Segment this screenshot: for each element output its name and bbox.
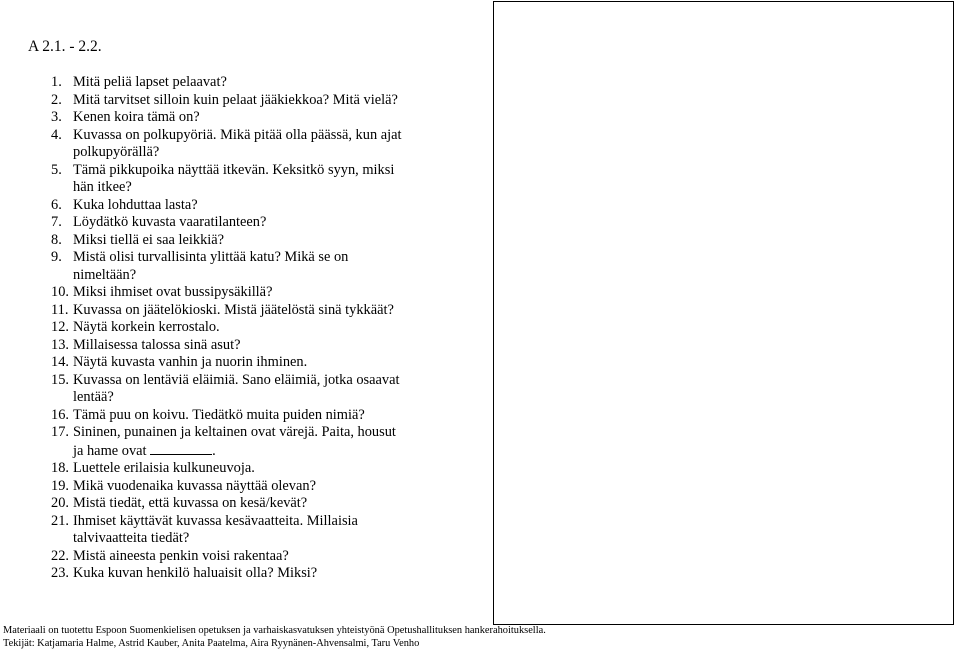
question-text — [73, 513, 491, 548]
fill-in-blank — [150, 442, 212, 455]
question-number: 8. — [51, 231, 62, 248]
question-number: 13. — [51, 336, 69, 353]
question-text — [73, 407, 491, 425]
blank-suffix: . — [212, 442, 216, 459]
question-number: 23. — [51, 565, 69, 581]
question-item — [51, 424, 491, 460]
question-item — [51, 302, 491, 320]
question-number: 12. — [51, 319, 69, 335]
question-text-content: Ihmiset käyttävät kuvassa kesävaatteita. Millaisia — [73, 512, 358, 529]
question-number: 16. — [51, 406, 69, 423]
question-text-line — [73, 144, 491, 162]
question-text-content: Kuka lohduttaa lasta? — [73, 196, 198, 213]
question-number: 21. — [51, 512, 69, 529]
question-text-line — [73, 530, 491, 548]
question-text-line — [73, 442, 491, 461]
question-number: 15. — [51, 371, 69, 388]
question-text-line — [73, 372, 491, 390]
question-text-line — [73, 478, 491, 496]
question-text-line — [73, 354, 491, 372]
question-text-line — [73, 548, 491, 566]
question-text-content: Kuka kuvan henkilö haluaisit olla? Miksi? — [73, 565, 318, 581]
question-text-line — [73, 109, 491, 127]
question-text-content: Mistä tiedät, että kuvassa on kesä/kevät? — [73, 495, 308, 511]
question-number: 14. — [51, 354, 69, 370]
question-item — [51, 109, 491, 127]
question-number: 7. — [51, 214, 62, 230]
question-text-content: Mitä peliä lapset pelaavat? — [73, 74, 227, 90]
question-text-line — [73, 460, 491, 478]
question-text-line — [73, 495, 491, 513]
question-text-line — [73, 267, 491, 285]
question-text-content: Mitä tarvitset silloin kuin pelaat jääkiekkoa? Mitä vielä? — [73, 91, 398, 108]
question-number: 19. — [51, 477, 69, 494]
question-item — [51, 513, 491, 548]
question-text-line — [73, 74, 491, 92]
question-number: 5. — [51, 161, 62, 178]
question-text-line — [73, 162, 491, 180]
question-text-content: Näytä kuvasta vanhin ja nuorin ihminen. — [73, 354, 308, 370]
question-item — [51, 565, 491, 583]
question-text-content: Löydätkö kuvasta vaaratilanteen? — [73, 214, 267, 230]
question-text — [73, 495, 491, 513]
question-number: 3. — [51, 109, 62, 125]
question-item — [51, 478, 491, 496]
question-item — [51, 162, 491, 197]
question-text-content: Tämä puu on koivu. Tiedätkö muita puiden nimiä? — [73, 406, 365, 423]
question-text — [73, 284, 491, 302]
question-text-content: polkupyörällä? — [73, 144, 160, 160]
question-text — [73, 302, 491, 320]
question-item — [51, 372, 491, 407]
question-text-line — [73, 197, 491, 215]
question-text-line — [73, 127, 491, 145]
question-text-content: nimeltään? — [73, 266, 137, 283]
question-text-line — [73, 337, 491, 355]
question-text-line — [73, 92, 491, 110]
question-item — [51, 214, 491, 232]
footer-credit-line: Materiaali on tuotettu Espoon Suomenkielisen opetuksen ja varhaiskasvatuksen yhteistyönä Opetushallituksen hankerahoituksella. — [3, 625, 546, 636]
question-number: 22. — [51, 547, 69, 564]
question-text-line — [73, 565, 491, 583]
question-text — [73, 74, 491, 92]
question-number: 11. — [51, 301, 69, 318]
question-text-line — [73, 513, 491, 531]
picture-frame — [493, 1, 954, 625]
question-number: 10. — [51, 284, 69, 300]
question-text-content: Näytä korkein kerrostalo. — [73, 319, 220, 335]
question-text-content: Miksi ihmiset ovat bussipysäkillä? — [73, 284, 273, 300]
question-text-line — [73, 179, 491, 197]
footer-authors-line: Tekijät: Katjamaria Halme, Astrid Kauber, Anita Paatelma, Aira Ryynänen-Ahvensalmi, Taru Venho — [3, 638, 420, 649]
question-text — [73, 127, 491, 162]
question-text-line — [73, 389, 491, 407]
question-text-content: Mistä aineesta penkin voisi rakentaa? — [73, 547, 289, 564]
question-item — [51, 92, 491, 110]
question-item — [51, 337, 491, 355]
question-text — [73, 214, 491, 232]
question-text-content: Miksi tiellä ei saa leikkiä? — [73, 231, 225, 248]
question-text-content: talvivaatteita tiedät? — [73, 530, 190, 546]
question-number: 6. — [51, 196, 62, 213]
question-text-content: Kuvassa on polkupyöriä. Mikä pitää olla päässä, kun ajat — [73, 126, 402, 143]
footer — [3, 624, 546, 650]
question-list — [51, 74, 491, 583]
question-text — [73, 372, 491, 407]
question-text-content: Millaisessa talossa sinä asut? — [73, 336, 241, 353]
question-text-line — [73, 232, 491, 250]
question-text-content: Mistä olisi turvallisinta ylittää katu? Mikä se on — [73, 249, 349, 265]
question-number: 18. — [51, 460, 69, 476]
question-item — [51, 127, 491, 162]
question-item — [51, 197, 491, 215]
question-item — [51, 354, 491, 372]
question-text-content: hän itkee? — [73, 179, 132, 195]
question-number: 4. — [51, 126, 62, 143]
question-text — [73, 424, 491, 460]
question-text — [73, 162, 491, 197]
question-text-line — [73, 249, 491, 267]
question-number: 17. — [51, 424, 69, 440]
question-text-line — [73, 424, 491, 442]
question-text-content: Kuvassa on lentäviä eläimiä. Sano eläimiä, jotka osaavat — [73, 371, 400, 388]
question-text — [73, 197, 491, 215]
question-item — [51, 284, 491, 302]
question-text-content: lentää? — [73, 389, 114, 405]
question-number: 9. — [51, 249, 62, 265]
question-text — [73, 92, 491, 110]
question-text-line — [73, 319, 491, 337]
question-item — [51, 495, 491, 513]
question-text — [73, 478, 491, 496]
question-text-content: Mikä vuodenaika kuvassa näyttää olevan? — [73, 477, 316, 494]
question-item — [51, 407, 491, 425]
question-text — [73, 232, 491, 250]
question-text-content: ja hame ovat — [73, 442, 147, 459]
question-text — [73, 354, 491, 372]
question-text-content: Kenen koira tämä on? — [73, 109, 200, 125]
page-heading: A 2.1. - 2.2. — [28, 38, 102, 55]
question-item — [51, 319, 491, 337]
question-text — [73, 319, 491, 337]
question-text-content: Tämä pikkupoika näyttää itkevän. Keksitkö syyn, miksi — [73, 161, 395, 178]
question-number: 1. — [51, 74, 62, 90]
question-text — [73, 548, 491, 566]
question-item — [51, 74, 491, 92]
question-text-content: Kuvassa on jäätelökioski. Mistä jäätelöstä sinä tykkäät? — [73, 301, 394, 318]
question-item — [51, 232, 491, 250]
question-text — [73, 249, 491, 284]
question-item — [51, 548, 491, 566]
question-text-content: Sininen, punainen ja keltainen ovat värejä. Paita, housut — [73, 424, 396, 440]
question-text-content: Luettele erilaisia kulkuneuvoja. — [73, 460, 255, 476]
question-text — [73, 337, 491, 355]
question-text-line — [73, 302, 491, 320]
question-number: 20. — [51, 495, 69, 511]
question-text-line — [73, 407, 491, 425]
question-text — [73, 109, 491, 127]
question-item — [51, 460, 491, 478]
question-text-line — [73, 284, 491, 302]
question-text — [73, 460, 491, 478]
question-text — [73, 565, 491, 583]
question-text-line — [73, 214, 491, 232]
question-number: 2. — [51, 91, 62, 108]
question-item — [51, 249, 491, 284]
